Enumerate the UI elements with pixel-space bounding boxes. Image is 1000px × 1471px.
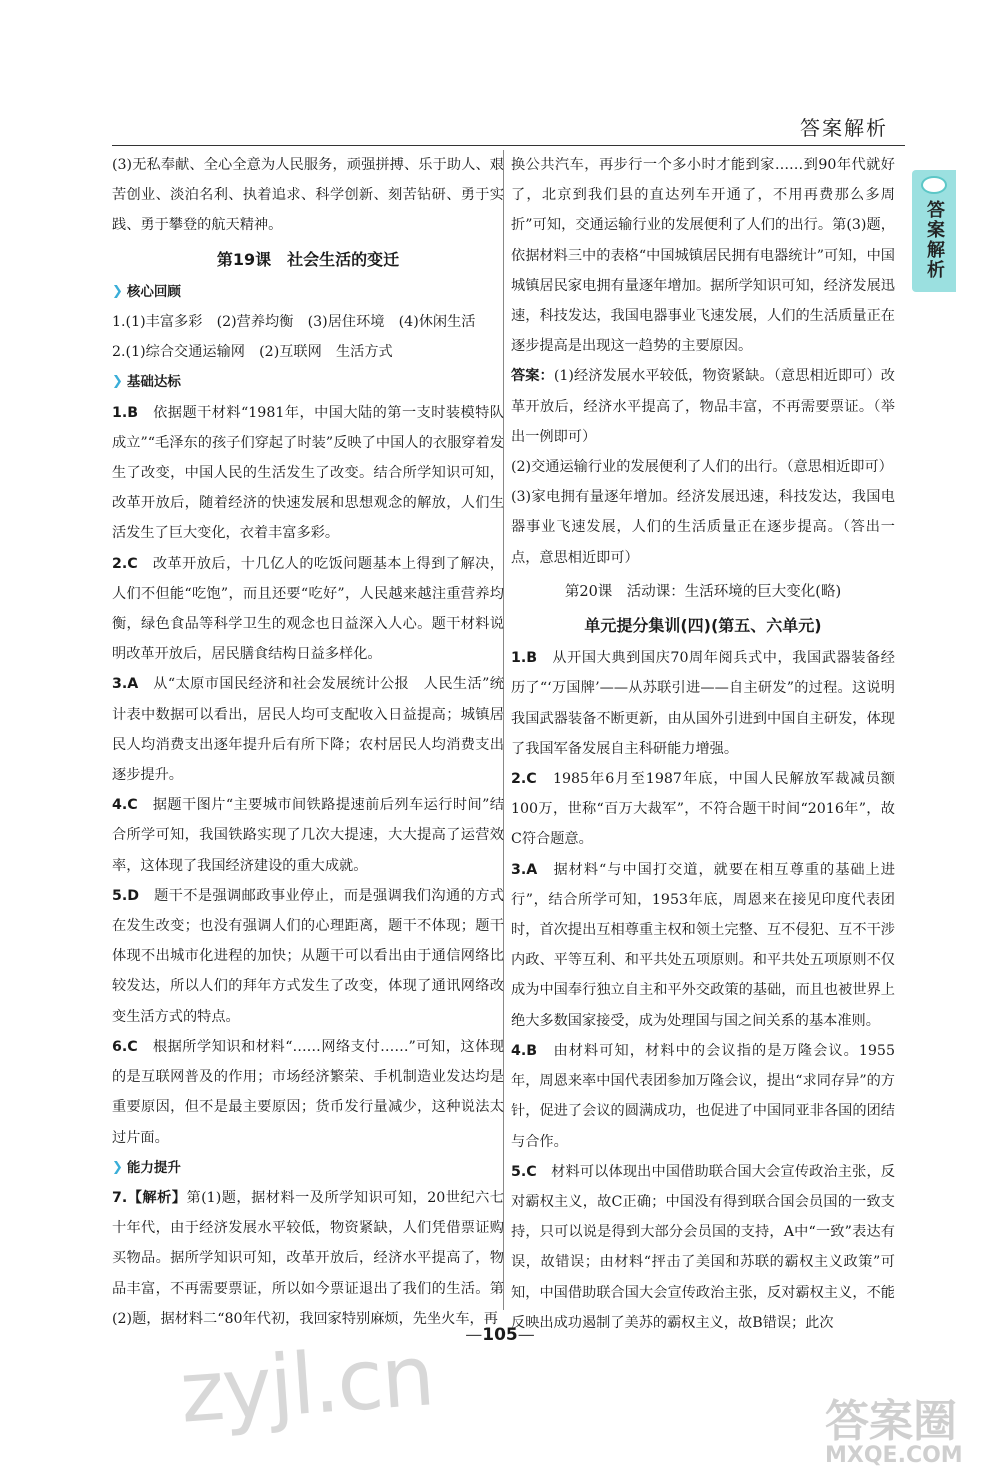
question-number: 1.B <box>112 404 139 421</box>
question-text: 第(1)题，据材料一及所学知识可知，20世纪六七十年代，由于经济发展水平较低，物资紧缺，人们凭借票证购买物品。据所学知识可知，改革开放后，经济水平提高了，物品丰富，不再需要票证，所以如今票证退出了我们的生活。第(2)题，据材料二“80年代初，我回家特别麻烦，先坐火车，再 <box>112 1189 504 1327</box>
question-5 <box>112 881 504 1032</box>
side-tab-label: 答案解析 <box>924 200 945 280</box>
question-7 <box>112 1183 504 1334</box>
tab-decoration-icon <box>921 176 947 194</box>
section-arrow-icon: ❯ <box>112 1159 123 1175</box>
watermark-right <box>825 1385 985 1468</box>
question-1 <box>112 398 504 549</box>
answer-3: (3)家电拥有量逐年增加。经济发展迅速，科技发达，我国电器事业飞速发展，人们的生活质量正在逐步提高。（答出一点，意思相近即可） <box>511 489 895 566</box>
section-ability-label: 能力提升 <box>126 1159 181 1176</box>
unit-question-2 <box>511 764 895 855</box>
question-text: 据题干图片“主要城市间铁路提速前后列车运行时间”结合所学可知，我国铁路实现了几次大提速，大大提高了运营效率，这体现了我国经济建设的重大成就。 <box>112 797 504 874</box>
watermark-right-url: MXQE.COM <box>825 1443 963 1468</box>
side-tab <box>912 170 956 292</box>
answer-1 <box>511 361 895 452</box>
answer-label: 答案： <box>511 368 554 385</box>
page-number <box>0 1325 1000 1345</box>
question-number: 3.A <box>511 861 538 878</box>
unit-question-3 <box>511 855 895 1036</box>
question-6 <box>112 1032 504 1153</box>
question-text: 由材料可知，材料中的会议指的是万隆会议。1955年，周恩来率中国代表团参加万隆会议，提出“求同存异”的方针，促进了会议的圆满成功，也促进了中国同亚非各国的团结与合作。 <box>511 1042 895 1150</box>
question-text: 1985年6月至1987年底，中国人民解放军裁减员额100万，世称“百万大裁军”，不符合题干时间“2016年”，故C符合题意。 <box>511 771 895 848</box>
question-text: 据材料“与中国打交道，就要在相互尊重的基础上进行”，结合所学可知，1953年底，周恩来在接见印度代表团时，首次提出互相尊重主权和领土完整、互不侵犯、互不干涉内政、平等互利、和平共处五项原则。和平共处五项原则不仅成为中国奉行独立自主和平外交政策的基础，而且也被世界上绝大多数国家接受，成为处理国与国之间关系的基本准则。 <box>511 861 895 1029</box>
question-text: 依据题干材料“1981年，中国大陆的第一支时装模特队成立”“毛泽东的孩子们穿起了时装”反映了中国人的衣服穿着发生了改变，中国人民的生活发生了改变。结合所学知识可知，改革开放后，随着经济的快速发展和思想观念的解放，人们生活发生了巨大变化，衣着丰富多彩。 <box>112 404 504 542</box>
page-number-value: 105 <box>482 1325 518 1345</box>
question-number: 5.D <box>112 887 140 904</box>
question-text: 从开国大典到国庆70周年阅兵式中，我国武器装备经历了“‘万国牌’——从苏联引进——自主研发”的过程。这说明我国武器装备不断更新，由从国外引进到中国自主研发，体现了我国军备发展自主科研能力增强。 <box>511 650 895 757</box>
section-basic <box>112 367 504 397</box>
section-ability <box>112 1153 504 1183</box>
page-dash-right: — <box>517 1325 535 1345</box>
left-column <box>112 150 504 1334</box>
question-2 <box>112 549 504 670</box>
question-number: 7. <box>112 1189 128 1206</box>
question-number: 3.A <box>112 676 139 693</box>
unit-title: 单元提分集训(四)(第五、六单元) <box>584 616 822 636</box>
review-item-1: 1.(1)丰富多彩 (2)营养均衡 (3)居住环境 (4)休闲生活 <box>112 314 476 331</box>
question-4 <box>112 790 504 881</box>
question-number: 2.C <box>511 771 537 788</box>
question-number: 4.C <box>112 797 138 814</box>
header-title: 答案解析 <box>800 116 888 140</box>
answer-text: (1)经济发展水平较低，物资紧缺。（意思相近即可）改革开放后，经济水平提高了，物品丰富，不再需要票证。（举出一例即可） <box>511 368 895 445</box>
section-arrow-icon: ❯ <box>112 374 123 390</box>
question-7-continued: 换公共汽车，再步行一个多小时才能到家……到90年代就好了，北京到我们县的直达列车开通了，不用再费那么多周折”可知，交通运输行业的发展便利了人们的出行。第(3)题，依据材料三中的表格“中国城镇居民拥有电器统计”可知，中国城镇居民家电拥有量逐年增加。据所学知识可知，经济发展迅速，科技发达，我国电器事业飞速发展，人们的生活质量正在逐步提高是出现这一趋势的主要原因。 <box>511 157 895 355</box>
unit-question-1 <box>511 643 895 764</box>
intro-paragraph: (3)无私奉献、全心全意为人民服务，顽强拼搏、乐于助人、艰苦创业、淡泊名利、执着追求、科学创新、刻苦钻研、勇于实践、勇于攀登的航天精神。 <box>112 157 504 234</box>
question-text: 材料可以体现出中国借助联合国大会宣传政治主张，反对霸权主义，故C正确；中国没有得到联合国会员国的一致支持，只可以说是得到大部分会员国的支持，A中“一致”表达有误，故错误；由材料“抨击了美国和苏联的霸权主义政策”可知，中国借助联合国大会宣传政治主张，反对霸权主义，不能反映出成功遏制了美苏的霸权主义，故B错误；此次 <box>511 1163 895 1331</box>
watermark-left: zyjl.cn <box>176 1326 436 1442</box>
lesson-20-title: 第20课 活动课：生活环境的巨大变化(略) <box>564 583 842 600</box>
question-number: 5.C <box>511 1163 537 1180</box>
question-3 <box>112 669 504 790</box>
header-divider <box>112 145 905 146</box>
question-number: 2.C <box>112 555 138 572</box>
question-number: 6.C <box>112 1038 138 1055</box>
question-number: 1.B <box>511 650 538 667</box>
lesson-19-title: 第19课 社会生活的变迁 <box>216 249 400 269</box>
watermark-right-title: 答案圈 <box>825 1396 957 1447</box>
question-text: 改革开放后，十几亿人的吃饭问题基本上得到了解决，人们不但能“吃饱”，而且还要“吃好”，人民越来越注重营养均衡，绿色食品等科学卫生的观念也日益深入人心。题干材料说明改革开放后，居民膳食结构日益多样化。 <box>112 555 504 663</box>
analysis-label: 【解析】 <box>127 1189 187 1206</box>
question-text: 根据所学知识和材料“……网络支付……”可知，这体现的是互联网普及的作用；市场经济繁荣、手机制造业发达均是重要原因，但不是最主要原因；货币发行量减少，这种说法太过片面。 <box>112 1038 504 1146</box>
page-dash-left: — <box>465 1325 483 1345</box>
section-review-label: 核心回顾 <box>126 283 181 300</box>
section-basic-label: 基础达标 <box>126 374 181 391</box>
question-number: 4.B <box>511 1042 538 1059</box>
unit-question-5 <box>511 1157 895 1338</box>
answer-2: (2)交通运输行业的发展便利了人们的出行。（意思相近即可） <box>511 459 893 476</box>
right-column <box>511 150 895 1338</box>
question-text: 从“太原市国民经济和社会发展统计公报 人民生活”统计表中数据可以看出，居民人均可支配收入日益提高；城镇居民人均消费支出逐年提升后有所下降；农村居民人均消费支出逐步提升。 <box>112 676 504 784</box>
review-item-2: 2.(1)综合交通运输网 (2)互联网 生活方式 <box>112 344 393 361</box>
section-review <box>112 277 504 307</box>
unit-question-4 <box>511 1036 895 1157</box>
question-text: 题干不是强调邮政事业停止，而是强调我们沟通的方式在发生改变；也没有强调人们的心理距离，题干不体现；题干体现不出城市化进程的加快；从题干可以看出由于通信网络比较发达，所以人们的拜年方式发生了改变，体现了通讯网络改变生活方式的特点。 <box>112 887 504 1025</box>
section-arrow-icon: ❯ <box>112 283 123 299</box>
